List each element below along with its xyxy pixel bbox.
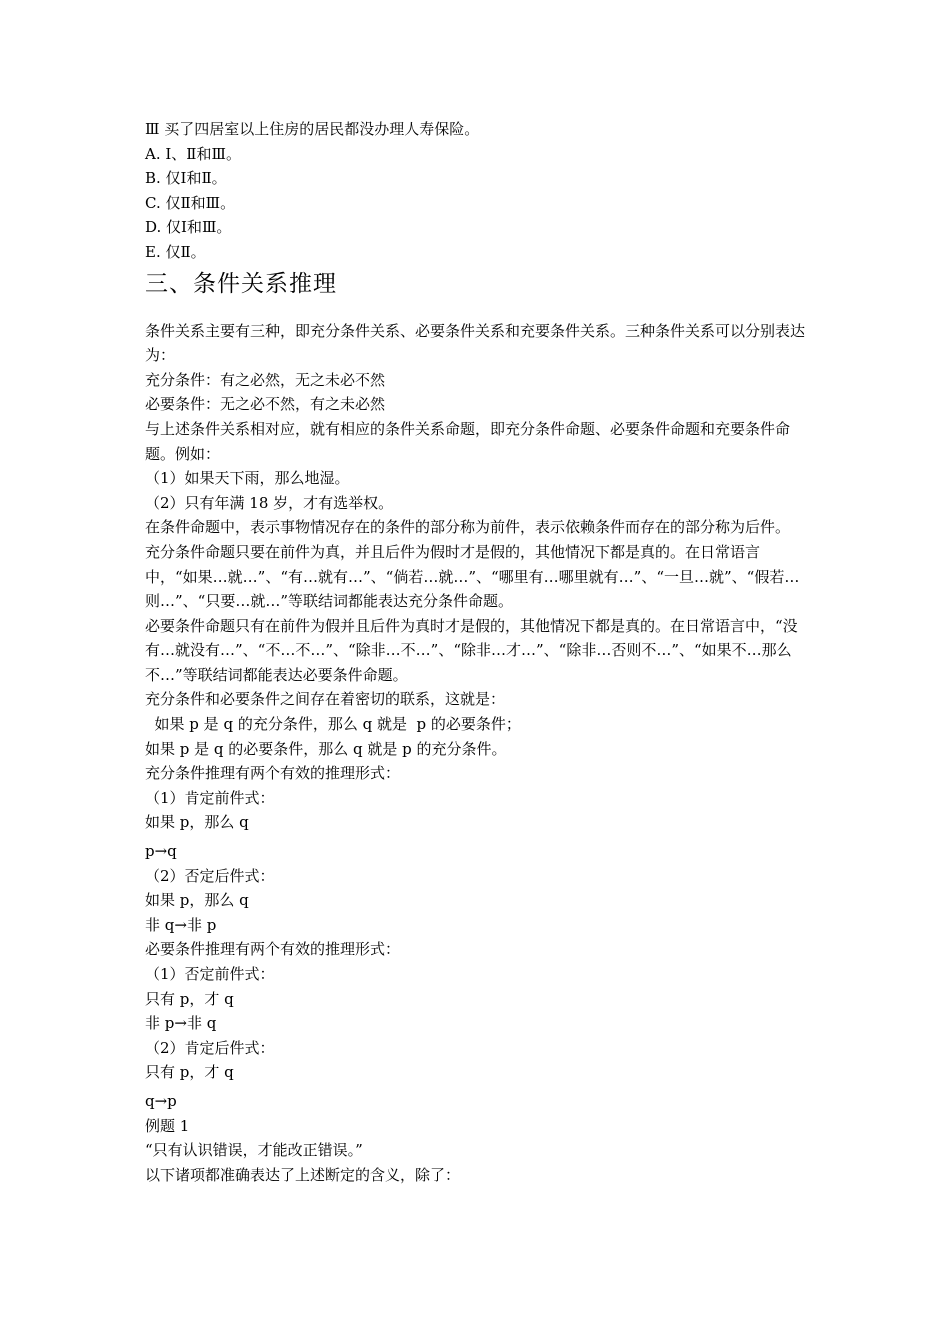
paragraph: 充分条件和必要条件之间存在着密切的联系，这就是： [145, 690, 506, 709]
intro-option-list [145, 117, 810, 265]
paragraph: 必要条件命题只有在前件为假并且后件为真时才是假的，其他情况下都是真的。在日常语言中，“没有…就没有…”、“不…不…”、“除非…不…”、“除非…才…”、“除非…否则不…”、“如果不…那么不…”等联结词都能表达必要条件命题。 [145, 616, 798, 684]
form-formula: 非 q→非 p [145, 915, 217, 934]
form-label: （2）否定后件式： [145, 866, 275, 885]
example-line: （1）如果天下雨，那么地湿。 [145, 469, 350, 488]
form-line: 只有 p，才 q [145, 1063, 234, 1082]
form-label: （1）肯定前件式： [145, 788, 275, 807]
paragraph: 必要条件：无之必不然，有之未必然 [145, 395, 386, 414]
form-label: （2）肯定后件式： [145, 1038, 275, 1057]
form-line: 如果 p，那么 q [145, 813, 249, 832]
paragraph: 在条件命题中，表示事物情况存在的条件的部分称为前件，表示依赖条件而存在的部分称为后件。 [145, 518, 791, 537]
form-line: 只有 p，才 q [145, 989, 234, 1008]
paragraph: 充分条件：有之必然，无之未必不然 [145, 370, 386, 389]
section-heading: 三、条件关系推理 [145, 270, 337, 297]
paragraph: 条件关系主要有三种，即充分条件关系、必要条件关系和充要条件关系。三种条件关系可以分别表达为： [145, 321, 806, 365]
paragraph: 充分条件推理有两个有效的推理形式： [145, 764, 401, 783]
example-quote: “只有认识错误，才能改正错误。” [145, 1141, 363, 1160]
statement-iii: Ⅲ 买了四居室以上住房的居民都没办理人寿保险。 [145, 120, 480, 138]
form-line: 如果 p，那么 q [145, 891, 249, 910]
form-formula: q→p [145, 1091, 177, 1110]
paragraph: 如果 p 是 q 的充分条件，那么 q 就是 p 的必要条件； [145, 715, 521, 734]
example-question: 以下诸项都准确表达了上述断定的含义，除了： [145, 1165, 461, 1184]
form-formula: p→q [145, 842, 177, 861]
option-a: A. Ⅰ、Ⅱ和Ⅲ。 [145, 144, 241, 163]
form-formula: 非 p→非 q [145, 1014, 217, 1033]
option-c: C. 仅Ⅱ和Ⅲ。 [145, 193, 236, 212]
form-label: （1）否定前件式： [145, 965, 275, 983]
paragraph: 与上述条件关系相对应，就有相应的条件关系命题，即充分条件命题、必要条件命题和充要条件命题。例如： [145, 419, 791, 463]
document-page [145, 117, 810, 1187]
paragraph: 如果 p 是 q 的必要条件，那么 q 就是 p 的充分条件。 [145, 739, 507, 758]
section-body [145, 319, 810, 1188]
paragraph: 必要条件推理有两个有效的推理形式： [145, 940, 401, 959]
paragraph: 充分条件命题只要在前件为真，并且后件为假时才是假的，其他情况下都是真的。在日常语言中，“如果…就…”、“有…就有…”、“倘若…就…”、“哪里有…哪里就有…”、“一旦…就”、“假若…则…”、“只要…就…”等联结词都能表达充分条件命题。 [145, 542, 800, 611]
option-e: E. 仅Ⅱ。 [145, 242, 206, 261]
example-title: 例题 1 [145, 1116, 190, 1135]
option-b: B. 仅Ⅰ和Ⅱ。 [145, 169, 227, 188]
example-line: （2）只有年满 18 岁，才有选举权。 [145, 493, 394, 512]
option-d: D. 仅Ⅰ和Ⅲ。 [145, 218, 232, 237]
